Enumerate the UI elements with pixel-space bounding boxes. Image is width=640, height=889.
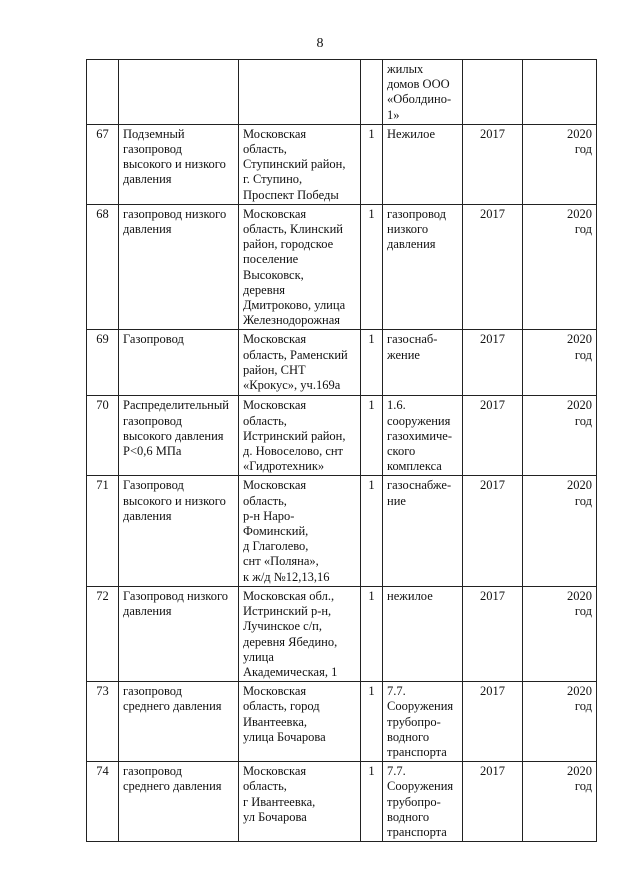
address-line: р-н Наро-	[243, 508, 295, 523]
row-number-cell: 74	[87, 762, 119, 842]
year-cell: 2017	[463, 586, 523, 681]
term-cell	[523, 330, 597, 396]
term-cell	[523, 586, 597, 681]
address-line: область,	[243, 779, 287, 794]
year-cell: 2017	[463, 124, 523, 204]
object-name-cell	[119, 586, 239, 681]
object-name-line: газопровод	[123, 684, 183, 699]
page-number: 8	[316, 36, 324, 51]
address-cell	[239, 60, 361, 125]
address-line: Московская обл.,	[243, 588, 335, 603]
address-line: г Ивантеевка,	[243, 794, 316, 809]
address-line: д. Новоселово, снт	[243, 444, 344, 459]
address-line: область,	[243, 493, 287, 508]
term-cell	[523, 204, 597, 330]
purpose-line: транспорта	[387, 824, 447, 839]
purpose-cell	[383, 682, 463, 762]
object-name-cell	[119, 396, 239, 476]
term-cell	[523, 60, 597, 125]
year-cell: 2017	[463, 330, 523, 396]
address-line: Московская	[243, 206, 307, 221]
table-row	[87, 586, 597, 681]
object-name-cell	[119, 124, 239, 204]
row-number-cell: 71	[87, 476, 119, 586]
address-line: «Крокус», уч.169а	[243, 378, 341, 393]
quantity-cell: 1	[361, 476, 383, 586]
term-line: год	[574, 604, 592, 619]
object-name-cell	[119, 60, 239, 125]
address-line: «Гидротехник»	[243, 459, 325, 474]
table-row	[87, 330, 597, 396]
purpose-line: «Оболдино-	[387, 92, 452, 107]
address-cell	[239, 682, 361, 762]
object-name-line: газопровод	[123, 142, 183, 157]
table-row	[87, 476, 597, 586]
address-line: Академическая, 1	[243, 664, 338, 679]
address-line: Лучинское с/п,	[243, 619, 322, 634]
term-cell	[523, 124, 597, 204]
term-cell	[523, 762, 597, 842]
purpose-cell	[383, 586, 463, 681]
object-name-cell	[119, 476, 239, 586]
purpose-line: комплекса	[387, 459, 442, 474]
table-row	[87, 60, 597, 125]
purpose-line: нежилое	[387, 588, 433, 603]
quantity-cell: 1	[361, 762, 383, 842]
purpose-cell	[383, 124, 463, 204]
term-line: год	[574, 347, 592, 362]
term-line: год	[574, 142, 592, 157]
purpose-line: 1.6.	[387, 398, 406, 413]
purpose-cell	[383, 204, 463, 330]
year-cell: 2017	[463, 682, 523, 762]
purpose-line: транспорта	[387, 744, 447, 759]
term-line: год	[574, 699, 592, 714]
term-line: 2020	[567, 332, 592, 347]
row-number-cell: 69	[87, 330, 119, 396]
quantity-cell: 1	[361, 330, 383, 396]
object-name-cell	[119, 682, 239, 762]
purpose-cell	[383, 60, 463, 125]
row-number-cell: 70	[87, 396, 119, 476]
object-name-cell	[119, 330, 239, 396]
term-line: год	[574, 779, 592, 794]
object-name-line: Газопровод низкого	[123, 588, 229, 603]
object-name-line: высокого и низкого	[123, 493, 226, 508]
purpose-line: низкого	[387, 222, 429, 237]
object-name-line: высокого и низкого	[123, 157, 226, 172]
year-cell: 2017	[463, 396, 523, 476]
address-line: Истринский район,	[243, 428, 346, 443]
address-line: область, Клинский	[243, 222, 343, 237]
purpose-line: сооружения	[387, 413, 451, 428]
address-cell	[239, 204, 361, 330]
term-line: год	[574, 413, 592, 428]
address-line: район, СНТ	[243, 362, 306, 377]
address-line: деревня	[243, 282, 286, 297]
term-cell	[523, 682, 597, 762]
quantity-cell: 1	[361, 586, 383, 681]
term-line: 2020	[567, 588, 592, 603]
year-cell: 2017	[463, 204, 523, 330]
address-line: Ивантеевка,	[243, 714, 308, 729]
row-number-cell: 68	[87, 204, 119, 330]
purpose-line: газоснаб-	[387, 332, 438, 347]
quantity-cell: 1	[361, 204, 383, 330]
table-row	[87, 124, 597, 204]
address-cell	[239, 762, 361, 842]
term-line: 2020	[567, 398, 592, 413]
quantity-cell	[361, 60, 383, 125]
object-name-line: среднего давления	[123, 699, 222, 714]
row-number-cell: 73	[87, 682, 119, 762]
purpose-line: домов ООО	[387, 77, 450, 92]
object-name-line: газопровод низкого	[123, 206, 227, 221]
address-line: Высоковск,	[243, 267, 304, 282]
table-body	[87, 60, 597, 842]
address-line: Ступинский район,	[243, 157, 346, 172]
term-cell	[523, 476, 597, 586]
address-line: область,	[243, 142, 287, 157]
object-name-line: давления	[123, 604, 172, 619]
term-line: 2020	[567, 478, 592, 493]
address-line: область,	[243, 413, 287, 428]
purpose-line: 7.7.	[387, 764, 406, 779]
object-name-line: среднего давления	[123, 779, 222, 794]
purpose-line: газоснабже-	[387, 478, 452, 493]
term-line: 2020	[567, 764, 592, 779]
address-cell	[239, 330, 361, 396]
purpose-line: давления	[387, 237, 436, 252]
purpose-line: трубопро-	[387, 794, 441, 809]
address-line: Фоминский,	[243, 524, 309, 539]
object-name-line: давления	[123, 222, 172, 237]
quantity-cell: 1	[361, 124, 383, 204]
term-line: 2020	[567, 126, 592, 141]
address-line: деревня Ябедино,	[243, 634, 338, 649]
term-cell	[523, 396, 597, 476]
term-line: 2020	[567, 684, 592, 699]
quantity-cell: 1	[361, 682, 383, 762]
table-row	[87, 204, 597, 330]
year-cell: 2017	[463, 762, 523, 842]
address-line: область, город	[243, 699, 320, 714]
row-number-cell: 67	[87, 124, 119, 204]
address-line: Московская	[243, 126, 307, 141]
address-line: Московская	[243, 684, 307, 699]
object-name-line: Подземный	[123, 126, 185, 141]
address-cell	[239, 396, 361, 476]
address-cell	[239, 124, 361, 204]
registry-table	[86, 59, 597, 842]
purpose-line: 1»	[387, 107, 400, 122]
purpose-line: трубопро-	[387, 714, 441, 729]
purpose-line: жение	[387, 347, 420, 362]
address-line: Железнодорожная	[243, 313, 340, 328]
row-number-cell	[87, 60, 119, 125]
object-name-line: давления	[123, 172, 172, 187]
table-row	[87, 396, 597, 476]
quantity-cell: 1	[361, 396, 383, 476]
purpose-line: ние	[387, 493, 406, 508]
address-cell	[239, 476, 361, 586]
address-line: Дмитроково, улица	[243, 298, 346, 313]
table-row	[87, 762, 597, 842]
address-line: Проспект Победы	[243, 187, 339, 202]
purpose-line: Сооружения	[387, 699, 454, 714]
address-cell	[239, 586, 361, 681]
year-cell: 2017	[463, 476, 523, 586]
address-line: район, городское	[243, 237, 334, 252]
row-number-cell: 72	[87, 586, 119, 681]
object-name-line: Газопровод	[123, 478, 184, 493]
object-name-line: Р<0,6 МПа	[123, 444, 182, 459]
purpose-line: Сооружения	[387, 779, 454, 794]
address-line: поселение	[243, 252, 299, 267]
term-line: 2020	[567, 206, 592, 221]
object-name-cell	[119, 204, 239, 330]
object-name-line: газопровод	[123, 764, 183, 779]
address-line: улица Бочарова	[243, 729, 326, 744]
address-line: Московская	[243, 764, 307, 779]
object-name-line: газопровод	[123, 413, 183, 428]
address-line: д Глаголево,	[243, 539, 309, 554]
purpose-line: Нежилое	[387, 126, 436, 141]
purpose-cell	[383, 396, 463, 476]
object-name-line: Распределительный	[123, 398, 229, 413]
address-line: г. Ступино,	[243, 172, 303, 187]
address-line: к ж/д №12,13,16	[243, 569, 330, 584]
object-name-cell	[119, 762, 239, 842]
address-line: Московская	[243, 332, 307, 347]
address-line: Московская	[243, 398, 307, 413]
purpose-line: 7.7.	[387, 684, 406, 699]
address-line: Московская	[243, 478, 307, 493]
purpose-line: водного	[387, 729, 430, 744]
purpose-line: жилых	[387, 62, 424, 76]
year-cell	[463, 60, 523, 125]
purpose-cell	[383, 330, 463, 396]
address-line: Истринский р-н,	[243, 604, 332, 619]
address-line: улица	[243, 649, 274, 664]
address-line: область, Раменский	[243, 347, 348, 362]
table-row	[87, 682, 597, 762]
term-line: год	[574, 493, 592, 508]
address-line: снт «Поляна»,	[243, 554, 319, 569]
purpose-line: ского	[387, 444, 416, 459]
purpose-cell	[383, 762, 463, 842]
address-line: ул Бочарова	[243, 809, 307, 824]
object-name-line: давления	[123, 508, 172, 523]
object-name-line: Газопровод	[123, 332, 184, 347]
purpose-line: водного	[387, 809, 430, 824]
purpose-line: газохимиче-	[387, 428, 453, 443]
term-line: год	[574, 222, 592, 237]
purpose-line: газопровод	[387, 206, 447, 221]
purpose-cell	[383, 476, 463, 586]
object-name-line: высокого давления	[123, 428, 224, 443]
